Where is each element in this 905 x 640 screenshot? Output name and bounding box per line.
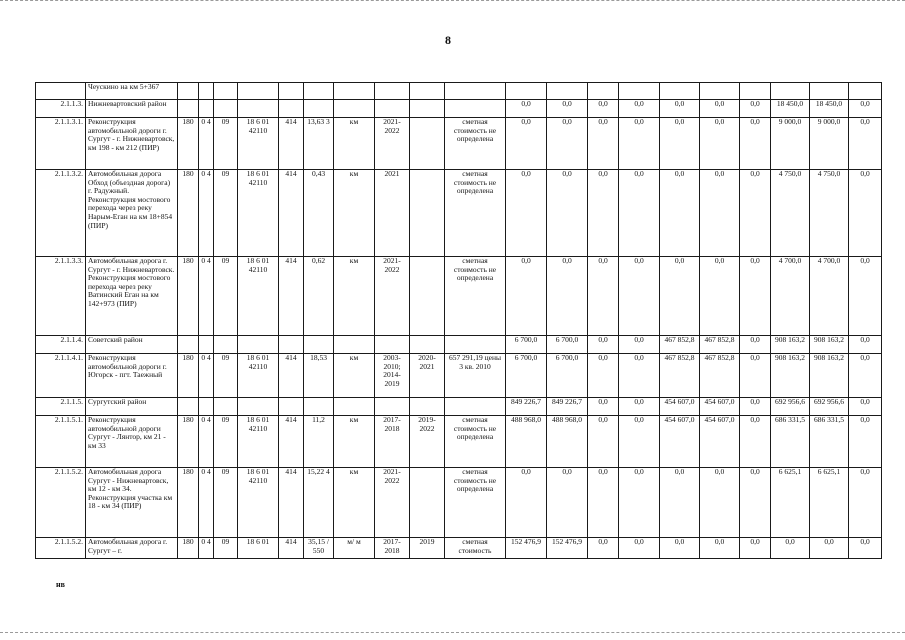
table-cell: 18 6 01 42110	[238, 118, 279, 170]
table-cell	[304, 336, 334, 354]
table-row	[36, 118, 882, 170]
table-cell: 849 226,7	[506, 398, 547, 416]
table-cell: 18 6 01 42110	[238, 354, 279, 398]
table-cell: 0,0	[660, 538, 700, 559]
table-cell: 6 625,1	[771, 468, 810, 538]
table-row	[36, 257, 882, 336]
table-cell: 0,0	[547, 257, 588, 336]
table-cell: 0,0	[740, 100, 771, 118]
table-cell: 2017-2018	[375, 538, 410, 559]
table-cell: 0,0	[619, 257, 660, 336]
table-cell: км	[334, 354, 375, 398]
table-cell	[375, 83, 410, 100]
footer-mark: нв	[56, 580, 65, 589]
table-cell: 0 4	[199, 118, 214, 170]
table-cell	[445, 398, 506, 416]
table-cell: 414	[279, 118, 304, 170]
table-cell: 4 700,0	[810, 257, 849, 336]
table-cell: 0,0	[547, 118, 588, 170]
table-cell: 09	[214, 416, 238, 468]
table-cell: Автомобильная дорога Сургут - Нижневартовск, км 12 - км 34. Реконструкция участка км 18 - км 34 (ПИР)	[86, 468, 178, 538]
table-cell: 0,0	[810, 538, 849, 559]
table-cell: 0,43	[304, 170, 334, 257]
table-cell: 414	[279, 468, 304, 538]
table-cell: 0,0	[588, 468, 619, 538]
table-cell	[279, 398, 304, 416]
table-cell	[238, 336, 279, 354]
table-cell: 09	[214, 257, 238, 336]
table-cell	[36, 83, 86, 100]
table-cell	[410, 118, 445, 170]
table-cell: 908 163,2	[771, 336, 810, 354]
table-row	[36, 468, 882, 538]
table-cell: 0,0	[700, 257, 740, 336]
table-cell: 0,0	[849, 398, 882, 416]
table-cell: 18,53	[304, 354, 334, 398]
table-cell	[810, 83, 849, 100]
table-cell	[700, 83, 740, 100]
table-cell: 0,0	[700, 468, 740, 538]
table-cell: 0,0	[700, 538, 740, 559]
table-cell	[410, 257, 445, 336]
table-cell: 6 700,0	[547, 354, 588, 398]
table-cell: 0,0	[619, 538, 660, 559]
table-cell: 488 968,0	[506, 416, 547, 468]
table-cell: 2021-2022	[375, 118, 410, 170]
table-cell: 0,0	[660, 100, 700, 118]
table-cell	[334, 398, 375, 416]
table-cell: 180	[178, 354, 199, 398]
table-cell: 0,0	[619, 100, 660, 118]
table-cell: 2019-2022	[410, 416, 445, 468]
table-cell: 0,0	[740, 354, 771, 398]
table-cell	[410, 336, 445, 354]
table-cell: 0,0	[740, 416, 771, 468]
table-cell	[410, 100, 445, 118]
table-cell: сметная стоимость не определена	[445, 257, 506, 336]
table-cell: 180	[178, 118, 199, 170]
table-cell: сметная стоимость не определена	[445, 416, 506, 468]
table-cell: 0,0	[849, 257, 882, 336]
table-cell: 908 163,2	[810, 354, 849, 398]
table-cell: 13,63 3	[304, 118, 334, 170]
table-cell	[588, 83, 619, 100]
table-cell: 0 4	[199, 354, 214, 398]
table-cell: 692 956,6	[810, 398, 849, 416]
table-cell: 0,0	[506, 257, 547, 336]
table-cell: 0,0	[700, 170, 740, 257]
table-cell: 35,15 / 550	[304, 538, 334, 559]
table-cell: 9 000,0	[810, 118, 849, 170]
table-cell: 0,0	[849, 416, 882, 468]
table-cell: 467 852,8	[660, 336, 700, 354]
table-row	[36, 83, 882, 100]
table-cell: 0 4	[199, 538, 214, 559]
table-cell	[304, 398, 334, 416]
table-cell: 2020-2021	[410, 354, 445, 398]
table-cell	[334, 100, 375, 118]
table-cell	[279, 100, 304, 118]
table-cell	[410, 398, 445, 416]
table-cell: 0,0	[771, 538, 810, 559]
table-cell: 0 4	[199, 468, 214, 538]
table-cell: 0,0	[588, 170, 619, 257]
table-cell: 0,0	[588, 398, 619, 416]
table-cell: 0,0	[588, 416, 619, 468]
table-cell	[199, 83, 214, 100]
table-cell: км	[334, 416, 375, 468]
table-cell: 0,0	[740, 170, 771, 257]
table-row	[36, 336, 882, 354]
budget-table	[35, 82, 882, 559]
table-cell: сметная стоимость	[445, 538, 506, 559]
table-cell: 6 700,0	[547, 336, 588, 354]
table-cell: 0,62	[304, 257, 334, 336]
table-cell: 2.1.1.3.1.	[36, 118, 86, 170]
table-cell: Реконструкция автомобильной дороги г. Сургут - г. Нижневартовск, км 198 - км 212 (ПИР)	[86, 118, 178, 170]
table-cell: 0,0	[660, 118, 700, 170]
table-cell: 2.1.1.5.2.	[36, 468, 86, 538]
table-cell: 0,0	[506, 170, 547, 257]
table-cell	[199, 336, 214, 354]
table-cell: 2.1.1.4.	[36, 336, 86, 354]
table-cell: 18 6 01 42110	[238, 170, 279, 257]
table-cell: 0 4	[199, 416, 214, 468]
table-cell: 2.1.1.5.2.	[36, 538, 86, 559]
table-cell: сметная стоимость не определена	[445, 170, 506, 257]
table-cell: 414	[279, 416, 304, 468]
table-row	[36, 170, 882, 257]
table-cell: 467 852,8	[700, 354, 740, 398]
table-cell: 454 607,0	[700, 416, 740, 468]
table-cell: 0,0	[506, 100, 547, 118]
table-cell: 2017-2018	[375, 416, 410, 468]
table-cell	[660, 83, 700, 100]
table-cell: 18 450,0	[810, 100, 849, 118]
table-cell: Реконструкция автомобильной дороги г. Югорск - пгт. Таежный	[86, 354, 178, 398]
scan-edge-top	[0, 0, 905, 2]
table-cell: Чеускино на км 5+367	[86, 83, 178, 100]
table-cell	[199, 398, 214, 416]
table-cell: 0,0	[740, 398, 771, 416]
table-row	[36, 354, 882, 398]
table-cell: 180	[178, 468, 199, 538]
table-cell	[178, 336, 199, 354]
table-cell: 2003-2010; 2014-2019	[375, 354, 410, 398]
table-cell: 0 4	[199, 257, 214, 336]
table-cell: 0,0	[660, 170, 700, 257]
table-cell: 0,0	[619, 468, 660, 538]
table-cell: 0,0	[849, 468, 882, 538]
table-cell: 0,0	[619, 118, 660, 170]
table-cell: 488 968,0	[547, 416, 588, 468]
table-cell	[410, 468, 445, 538]
table-cell: 18 6 01 42110	[238, 416, 279, 468]
table-cell: 6 700,0	[506, 354, 547, 398]
table-cell	[375, 398, 410, 416]
table-cell: Сургутский район	[86, 398, 178, 416]
table-cell	[375, 100, 410, 118]
table-cell: 2.1.1.3.3.	[36, 257, 86, 336]
table-cell: 414	[279, 257, 304, 336]
table-cell: 4 750,0	[810, 170, 849, 257]
table-cell: 908 163,2	[771, 354, 810, 398]
table-cell: м/ м	[334, 538, 375, 559]
table-row	[36, 100, 882, 118]
table-cell: 692 956,6	[771, 398, 810, 416]
table-cell: 0,0	[619, 398, 660, 416]
table-cell	[178, 83, 199, 100]
table-cell: 152 476,9	[506, 538, 547, 559]
table-cell: 11,2	[304, 416, 334, 468]
table-cell: 0,0	[619, 336, 660, 354]
table-cell: 180	[178, 416, 199, 468]
table-cell: 2021-2022	[375, 468, 410, 538]
table-cell: 467 852,8	[700, 336, 740, 354]
table-cell	[199, 100, 214, 118]
table-cell: 414	[279, 170, 304, 257]
table-cell: км	[334, 118, 375, 170]
table-cell: 18 6 01	[238, 538, 279, 559]
table-cell: 09	[214, 468, 238, 538]
table-cell: 0,0	[506, 468, 547, 538]
table-cell: 657 291,19 цены 3 кв. 2010	[445, 354, 506, 398]
table-cell	[334, 83, 375, 100]
table-cell: 0,0	[849, 170, 882, 257]
table-cell	[238, 83, 279, 100]
table-cell: 0,0	[588, 336, 619, 354]
table-cell: Советский район	[86, 336, 178, 354]
table-cell: 0,0	[619, 416, 660, 468]
table-cell: сметная стоимость не определена	[445, 468, 506, 538]
table-cell: 0,0	[547, 100, 588, 118]
table-cell: 454 607,0	[660, 398, 700, 416]
table-cell: 180	[178, 170, 199, 257]
scan-edge-bottom	[0, 632, 905, 634]
table-cell: 180	[178, 257, 199, 336]
table-cell: сметная стоимость не определена	[445, 118, 506, 170]
table-cell: км	[334, 257, 375, 336]
table-cell: 152 476,9	[547, 538, 588, 559]
table-cell: Реконструкция автомобильной дороги Сургут - Лянтор, км 21 - км 33	[86, 416, 178, 468]
table-cell: Автомобильная дорога г. Сургут – г.	[86, 538, 178, 559]
table-cell	[410, 170, 445, 257]
table-cell: 0,0	[619, 354, 660, 398]
table-cell: 0 4	[199, 170, 214, 257]
table-cell: Автомобильная дорога г. Сургут - г. Нижневартовск. Реконструкция мостового перехода через реку Ватинский Еган на км 142+973 (ПИР)	[86, 257, 178, 336]
table-cell: 0,0	[547, 468, 588, 538]
table-cell: 454 607,0	[660, 416, 700, 468]
table-cell	[279, 336, 304, 354]
table-cell: 18 6 01 42110	[238, 257, 279, 336]
table-cell: 908 163,2	[810, 336, 849, 354]
table-cell: 0,0	[588, 118, 619, 170]
table-cell: 4 750,0	[771, 170, 810, 257]
table-cell: 0,0	[588, 257, 619, 336]
table-cell: 0,0	[506, 118, 547, 170]
table-cell: 0,0	[700, 118, 740, 170]
table-cell: 09	[214, 118, 238, 170]
table-cell	[547, 83, 588, 100]
table-cell: 0,0	[849, 538, 882, 559]
table-cell: 0,0	[588, 538, 619, 559]
table-cell	[445, 336, 506, 354]
table-cell	[279, 83, 304, 100]
table-cell: 0,0	[849, 100, 882, 118]
table-cell: 0,0	[740, 538, 771, 559]
table-cell	[771, 83, 810, 100]
table-cell: 2.1.1.4.1.	[36, 354, 86, 398]
table-cell: 18 6 01 42110	[238, 468, 279, 538]
table-cell	[238, 398, 279, 416]
table-cell: 18 450,0	[771, 100, 810, 118]
table-cell: 2.1.1.3.2.	[36, 170, 86, 257]
table-cell: Нижневартовский район	[86, 100, 178, 118]
table-cell: 2021	[375, 170, 410, 257]
table-cell: 09	[214, 354, 238, 398]
table-cell	[214, 398, 238, 416]
table-row	[36, 538, 882, 559]
table-cell: 6 625,1	[810, 468, 849, 538]
table-cell: 2.1.1.5.	[36, 398, 86, 416]
table-cell: 0,0	[740, 468, 771, 538]
table-cell: 6 700,0	[506, 336, 547, 354]
table-cell	[178, 398, 199, 416]
table-cell: 0,0	[740, 336, 771, 354]
table-cell: 0,0	[740, 118, 771, 170]
table-cell	[334, 336, 375, 354]
table-cell: 0,0	[849, 118, 882, 170]
table-cell	[740, 83, 771, 100]
table-cell	[849, 83, 882, 100]
table-cell	[619, 83, 660, 100]
table-cell: 2.1.1.5.1.	[36, 416, 86, 468]
table-cell	[214, 100, 238, 118]
table-cell: 0,0	[849, 354, 882, 398]
table-cell: 0,0	[547, 170, 588, 257]
table-cell: 686 331,5	[771, 416, 810, 468]
table-cell	[304, 83, 334, 100]
table-cell: 2019	[410, 538, 445, 559]
table-cell: км	[334, 468, 375, 538]
table-row	[36, 398, 882, 416]
table-cell: 2.1.1.3.	[36, 100, 86, 118]
table-cell	[410, 83, 445, 100]
table-cell: 09	[214, 170, 238, 257]
table-cell	[214, 83, 238, 100]
table-cell: 0,0	[660, 468, 700, 538]
table-cell: 0,0	[700, 100, 740, 118]
table-cell: 0,0	[588, 100, 619, 118]
table-row	[36, 416, 882, 468]
table-cell	[375, 336, 410, 354]
table-cell	[506, 83, 547, 100]
table-cell: 686 331,5	[810, 416, 849, 468]
page-number: 8	[445, 33, 451, 47]
table-cell	[445, 100, 506, 118]
table-cell: 9 000,0	[771, 118, 810, 170]
table-cell: 454 607,0	[700, 398, 740, 416]
table-cell: 09	[214, 538, 238, 559]
table-cell: 0,0	[588, 354, 619, 398]
table-cell	[445, 83, 506, 100]
table-cell	[214, 336, 238, 354]
table-cell: 849 226,7	[547, 398, 588, 416]
table-cell	[178, 100, 199, 118]
table-cell	[304, 100, 334, 118]
table-cell: 414	[279, 538, 304, 559]
table-cell: 414	[279, 354, 304, 398]
table-cell: 180	[178, 538, 199, 559]
table-cell: Автомобильная дорога Обход (объездная дорога) г. Радужный. Реконструкция мостового перехода через реку Нарым-Еган на км 18+854 (ПИР)	[86, 170, 178, 257]
table-cell: 0,0	[849, 336, 882, 354]
table-cell: 15,22 4	[304, 468, 334, 538]
table-cell: 4 700,0	[771, 257, 810, 336]
table-cell: 0,0	[660, 257, 700, 336]
table-cell: 0,0	[619, 170, 660, 257]
table-cell: км	[334, 170, 375, 257]
table-cell: 0,0	[740, 257, 771, 336]
table-cell	[238, 100, 279, 118]
table-cell: 467 852,8	[660, 354, 700, 398]
table-cell: 2021-2022	[375, 257, 410, 336]
